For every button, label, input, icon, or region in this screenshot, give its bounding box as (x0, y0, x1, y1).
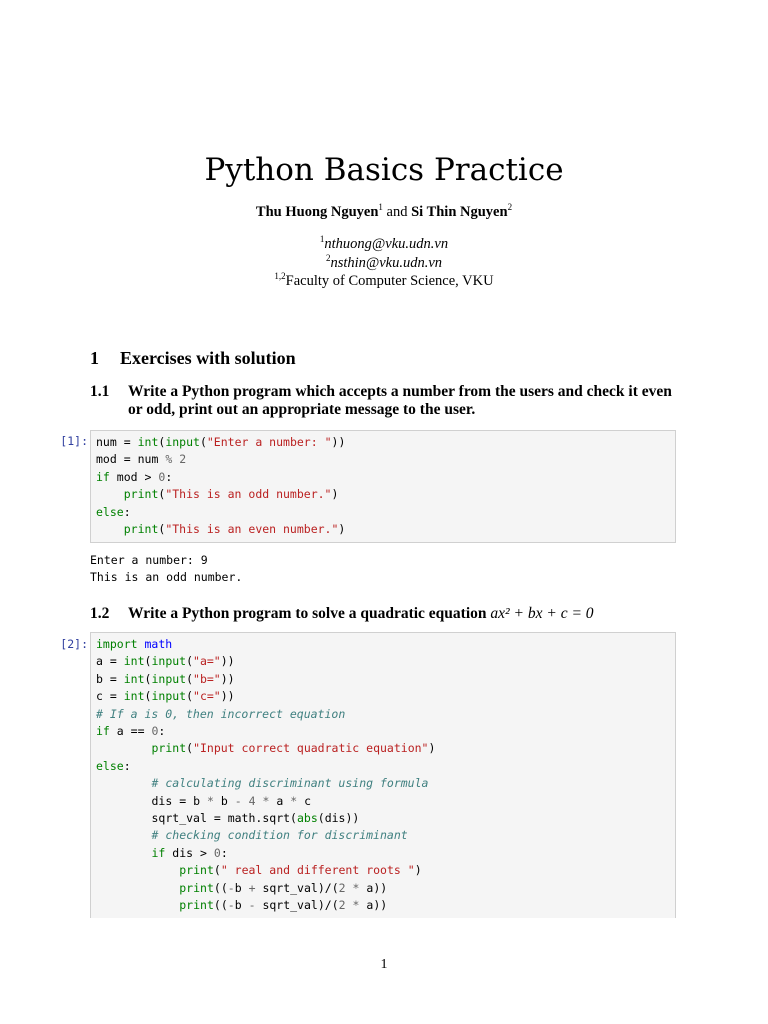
code-cell[interactable] (90, 632, 676, 918)
affiliation-email-1: $^1$nthuong@vku.udn.vn (319, 234, 449, 252)
cell-output (90, 552, 242, 587)
cell-prompt: [2]: (60, 637, 88, 651)
author-2-name: Si Thin Nguyen (411, 203, 508, 220)
author-2-sup: 2 (507, 202, 513, 212)
document-title: Python Basics Practice (204, 152, 564, 188)
code-block: import math a = int(input("a=")) b = int(input("b=")) c = int(input("c=")) # If a is 0, then incorrect equation if a == 0: print("Input correct quadratic equation") else: # calculating discriminant using formula dis = b * b - 4 * a * c sqrt_val = math.sqrt(abs(dis)) # checking condition for discriminant if dis > 0: print(" real and different roots ") print((-b + sqrt_val)/(2 * a)) print((-b - sqrt_val)/(2 * a)) (96, 637, 436, 913)
affiliation-institution: $^{1,2}$Faculty of Computer Science, VKU (274, 271, 494, 289)
output-block: Enter a number: 9 This is an odd number. (90, 553, 243, 585)
code-cell[interactable] (90, 430, 676, 543)
code-block: num = int(input("Enter a number: ")) mod = num % 2 if mod > 0: print("This is an odd number.") else: print("This is an even number.") (96, 435, 346, 537)
subsection-heading-1-2: 1.2 Write a Python program to solve a quadratic equation ax² + bx + c = 0 (90, 605, 594, 622)
author-1-name: Thu Huong Nguyen (255, 203, 379, 220)
cell-prompt: [1]: (60, 434, 88, 448)
author-joiner: and (386, 203, 408, 220)
affiliation-email-2: $^2$nsthin@vku.udn.vn (325, 253, 443, 271)
subsection-heading-1-1: 1.1 Write a Python program which accepts a number from the users and check it even or odd, print out an appropriate message to the user. (90, 383, 672, 418)
author-1-sup: 1 (378, 202, 383, 212)
section-heading: 1 Exercises with solution (90, 348, 296, 368)
page-number: 1 (380, 957, 388, 972)
quadratic-formula: ax² + bx + c = 0 (490, 605, 594, 622)
author-line (0, 202, 768, 221)
